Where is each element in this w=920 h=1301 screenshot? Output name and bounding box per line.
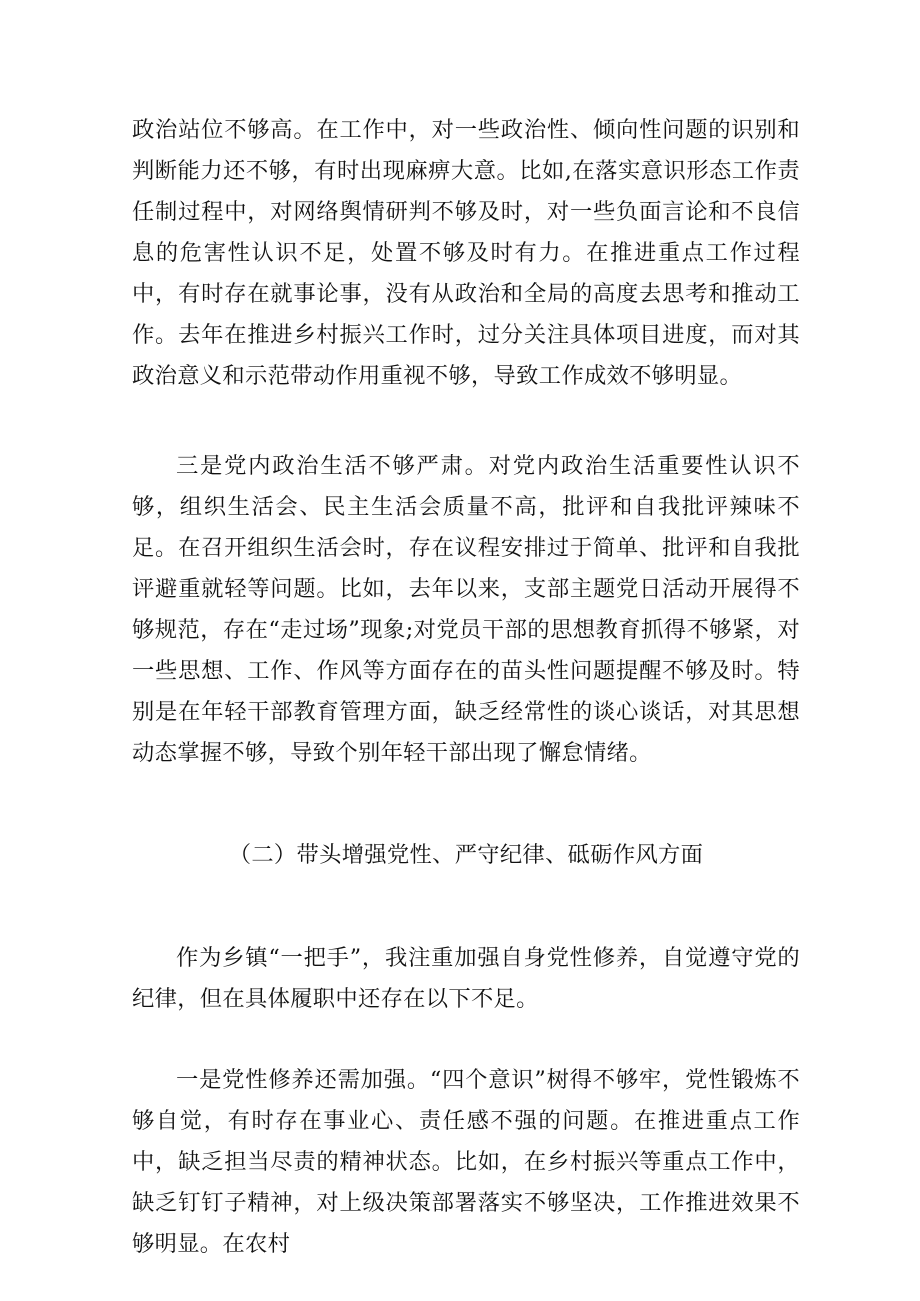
paragraph-introduction: 作为乡镇“一把手”，我注重加强自身党性修养，自觉遵守党的纪律，但在具体履职中还存在以下不足。 [132,945,800,1012]
paragraph-party-life: 三是党内政治生活不够严肃。对党内政治生活重要性认识不够，组织生活会、民主生活会质量不高，批评和自我批评辣味不足。在召开组织生活会时，存在议程安排过于简单、批评和自我批评避重就轻等问题。比如，去年以来，支部主题党日活动开展得不够规范，存在“走过场”现象;对党员干部的思想教育抓得不够紧，对一些思想、工作、作风等方面存在的苗头性问题提醒不够及时。特别是在年轻干部教育管理方面，缺乏经常性的谈心谈话，对其思想动态掌握不够，导致个别年轻干部出现了懈怠情绪。 [132,453,800,766]
paragraph-party-spirit: 一是党性修养还需加强。“四个意识”树得不够牢，党性锻炼不够自觉，有时存在事业心、责任感不强的问题。在推进重点工作中，缺乏担当尽责的精神状态。比如，在乡村振兴等重点工作中，缺乏钉钉子精神，对上级决策部署落实不够坚决，工作推进效果不够明显。在农村 [132,1067,800,1257]
paragraph-political-stance: 政治站位不够高。在工作中，对一些政治性、倾向性问题的识别和判断能力还不够，有时出现麻痹大意。比如,在落实意识形态工作责任制过程中，对网络舆情研判不够及时，对一些负面言论和不良信息的危害性认识不足，处置不够及时有力。在推进重点工作过程中，有时存在就事论事，没有从政治和全局的高度去思考和推动工作。去年在推进乡村振兴工作时，过分关注具体项目进度，而对其政治意义和示范带动作用重视不够，导致工作成效不够明显。 [132,117,800,389]
section-heading: （二）带头增强党性、严守纪律、砥砺作风方面 [228,842,704,868]
